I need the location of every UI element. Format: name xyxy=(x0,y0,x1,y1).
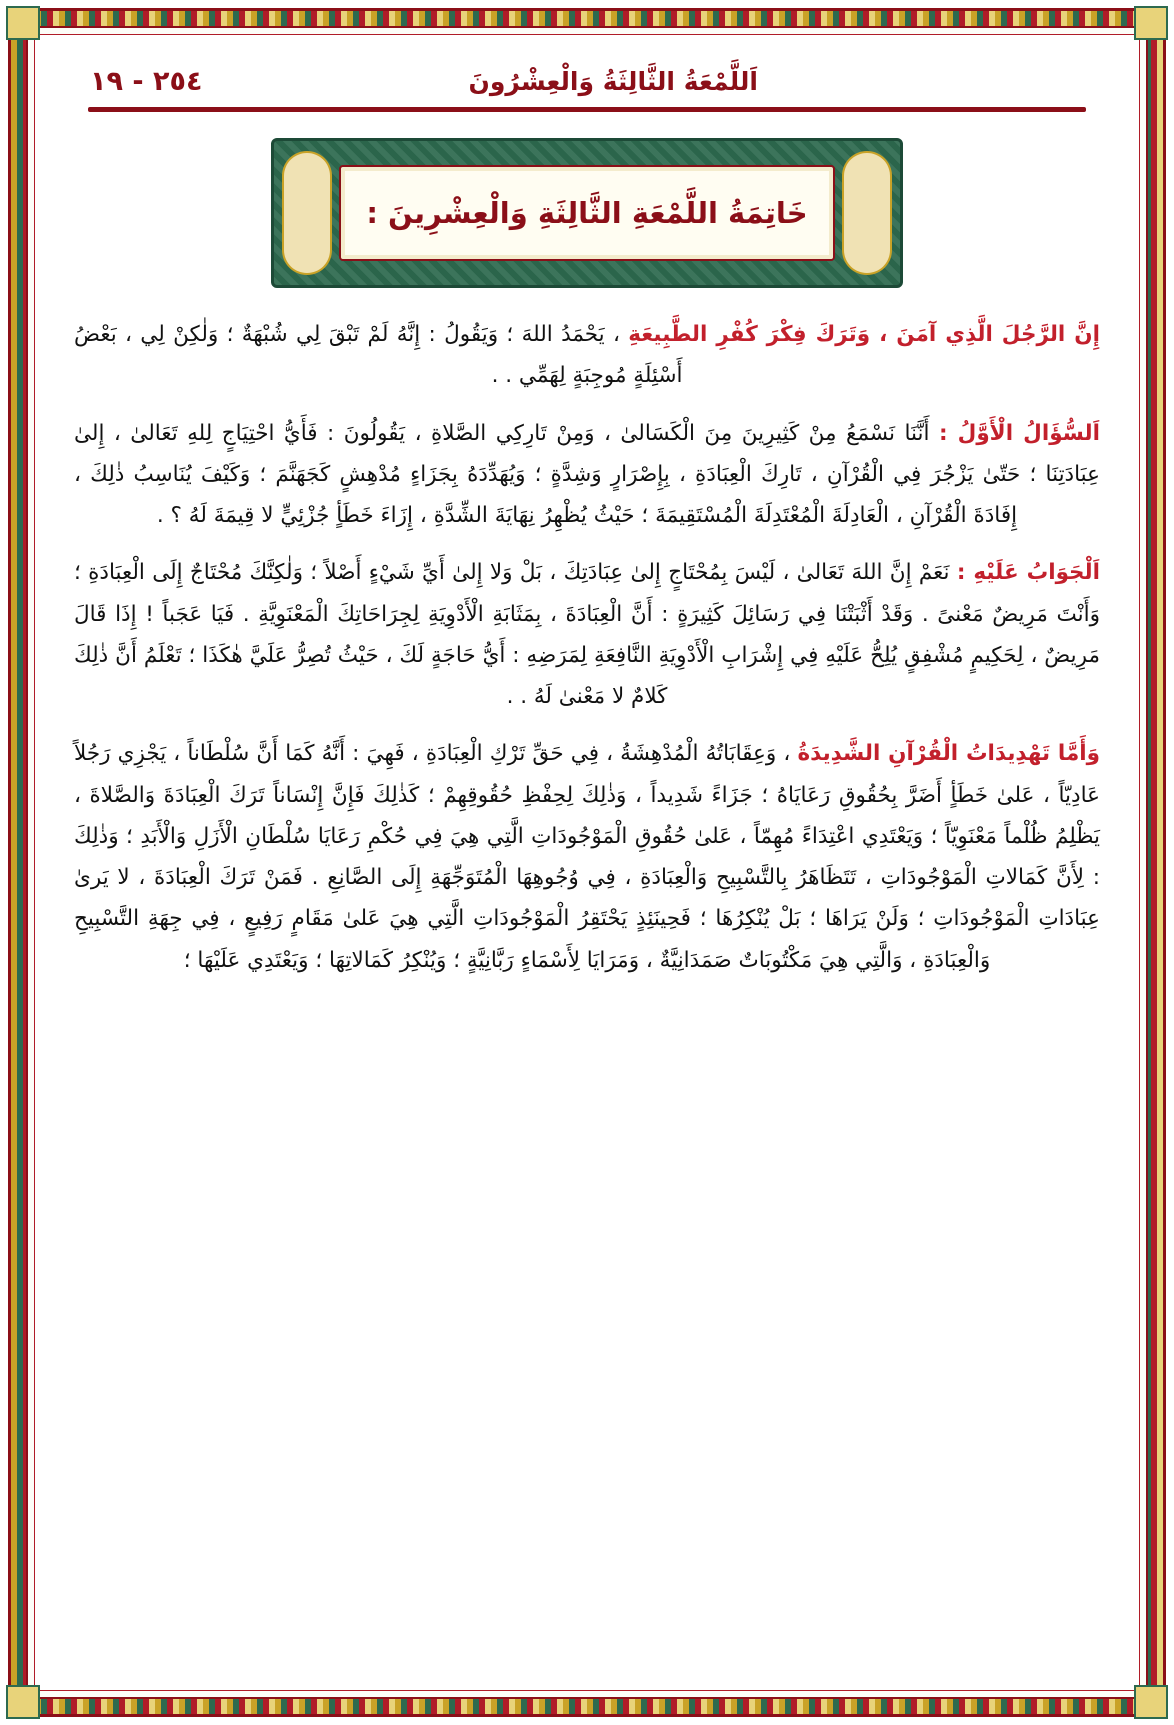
paragraph-lead: إِنَّ الرَّجُلَ الَّذِي آمَنَ ، وَتَرَكَ فِكْرَ كُفْرِ الطَّبِيعَةِ xyxy=(628,322,1100,347)
paragraph-lead: وَأَمَّا تَهْدِيدَاتُ الْقُرْآنِ الشَّدِيدَةُ xyxy=(797,741,1100,767)
header-divider xyxy=(88,107,1086,112)
paragraph xyxy=(74,733,1100,981)
corner-ornament-top-left xyxy=(6,6,40,40)
corner-ornament-bottom-right xyxy=(1134,1685,1168,1719)
cartouche-ornament xyxy=(271,138,903,288)
page-header xyxy=(74,66,1100,97)
paragraph xyxy=(74,413,1100,537)
paragraph-lead: اَلسُّؤَالُ الْأَوَّلُ : xyxy=(938,420,1100,446)
page-content xyxy=(48,48,1126,1677)
paragraph-text: أَنَّنَا نَسْمَعُ مِنْ كَثِيرِينَ مِنَ الْكَسَالىٰ ، وَمِنْ تَارِكِي الصَّلاةِ ، يَقُولُونَ : فَأَيُّ احْتِيَاجٍ لِلهِ تَعَالىٰ ، إِلىٰ عِبَادَتِنَا ؛ حَتّىٰ يَزْجُرَ فِي الْقُرْآنِ ، تَارِكَ الْعِبَادَةِ ، بِإِصْرَارٍ وَشِدَّةٍ ؛ وَيُهَدِّدَهُ بِجَزَاءٍ مُدْهِشٍ كَجَهَنَّمَ ؛ وَكَيْفَ يُنَاسِبُ ذٰلِكَ ، إِفَادَةَ الْقُرْآنِ ، الْعَادِلَةَ الْمُعْتَدِلَةَ الْمُسْتَقِيمَةَ ؛ حَيْثُ يُظْهِرُ نِهَايَةَ الشِّدَّةِ ، إِزَاءَ خَطَأٍ جُزْئِيٍّ لا قِيمَةَ لَهُ ؟ . xyxy=(74,420,1100,529)
paragraph xyxy=(74,314,1100,397)
section-title: خَاتِمَةُ اللَّمْعَةِ الثَّالِثَةِ وَالْعِشْرِينَ : xyxy=(366,196,808,230)
page-title: اَللَّمْعَةُ الثَّالِثَةُ وَالْعِشْرُونَ xyxy=(468,67,758,96)
paragraph-lead: اَلْجَوَابُ عَلَيْهِ : xyxy=(956,560,1100,586)
paragraph-text: نَعَمْ إِنَّ اللهَ تَعَالىٰ ، لَيْسَ بِمُحْتَاجٍ إِلىٰ عِبَادَتِكَ ، بَلْ وَلا إِلىٰ أَيِّ شَيْءٍ أَصْلاً ؛ وَلٰكِنَّكَ مُحْتَاجٌ إِلَى الْعِبَادَةِ ؛ وَأَنْتَ مَرِيضٌ مَعْنىً . وَقَدْ أَثْبَتْنَا فِي رَسَائِلَ كَثِيرَةٍ : أَنَّ الْعِبَادَةَ ، بِمَثَابَةِ الْأَدْوِيَةِ لِجِرَاحَاتِكَ الْمَعْنَوِيَّةِ . فَيَا عَجَباً ! إِذَا قَالَ مَرِيضٌ ، لِحَكِيمٍ مُشْفِقٍ يُلِحُّ عَلَيْهِ فِي إِشْرَابِ الْأَدْوِيَةِ النَّافِعَةِ لِمَرَضِهِ : أَيُّ حَاجَةٍ لَكَ ، حَيْثُ تُصِرُّ عَلَيَّ هٰكَذَا ؛ تَعْلَمُ أَنَّ ذٰلِكَ كَلامٌ لا مَعْنىٰ لَهُ . . xyxy=(74,560,1100,710)
cartouche-inner-panel xyxy=(339,165,835,261)
corner-ornament-bottom-left xyxy=(6,1685,40,1719)
paragraph xyxy=(74,552,1100,717)
section-title-frame xyxy=(74,138,1100,288)
page-number: ٢٥٤ - ١٩ xyxy=(90,66,203,97)
paragraph-text: ، يَحْمَدُ اللهَ ؛ وَيَقُولُ : إِنَّهُ لَمْ تَبْقَ لِي شُبْهَةٌ ؛ وَلٰكِنْ لِي ، بَعْضُ أَسْئِلَةٍ مُوجِبَةٍ لِهَمِّي . . xyxy=(74,322,683,389)
body-text xyxy=(74,314,1100,981)
corner-ornament-top-right xyxy=(1134,6,1168,40)
paragraph-text: ، وَعِقَابَاتُهُ الْمُدْهِشَةُ ، فِي حَقِّ تَرْكِ الْعِبَادَةِ ، فَهِيَ : أَنَّهُ كَمَا أَنَّ سُلْطَاناً ، يَجْزِي رَجُلاً عَادِيّاً ، عَلىٰ خَطَأٍ أَضَرَّ بِحُقُوقِ رَعَايَاهُ ؛ جَزَاءً شَدِيداً ، وَذٰلِكَ لِحِفْظِ حُقُوقِهِمْ ؛ كَذٰلِكَ فَإِنَّ إِنْسَاناً تَرَكَ الْعِبَادَةَ وَالصَّلاةَ ، يَظْلِمُ ظُلْماً مَعْنَوِيّاً ؛ وَيَعْتَدِي اعْتِدَاءً مُهِمّاً ، عَلىٰ حُقُوقِ الْمَوْجُودَاتِ الَّتِي هِيَ فِي حُكْمِ رَعَايَا سُلْطَانِ الْأَزَلِ وَالْأَبَدِ ؛ وَذٰلِكَ : لِأَنَّ كَمَالاتِ الْمَوْجُودَاتِ ، تَتَظَاهَرُ بِالتَّسْبِيحِ وَالْعِبَادَةِ ، فِي وُجُوهِهَا الْمُتَوَجِّهَةِ إِلَى الصَّانِعِ . فَمَنْ تَرَكَ الْعِبَادَةَ ، لا يَرىٰ عِبَادَاتِ الْمَوْجُودَاتِ ؛ وَلَنْ يَرَاهَا ؛ بَلْ يُنْكِرُهَا ؛ فَحِينَئِذٍ يَحْتَقِرُ الْمَوْجُودَاتِ الَّتِي هِيَ عَلىٰ مَقَامٍ رَفِيعٍ ، فِي جِهَةِ التَّسْبِيحِ وَالْعِبَادَةِ ، وَالَّتِي هِيَ مَكْتُوبَاتٌ صَمَدَانِيَّةٌ ، وَمَرَايَا لِأَسْمَاءٍ رَبَّانِيَّةٍ ؛ وَيُنْكِرُ كَمَالاتِهَا ؛ وَيَعْتَدِي عَلَيْهَا ؛ xyxy=(74,741,1100,973)
